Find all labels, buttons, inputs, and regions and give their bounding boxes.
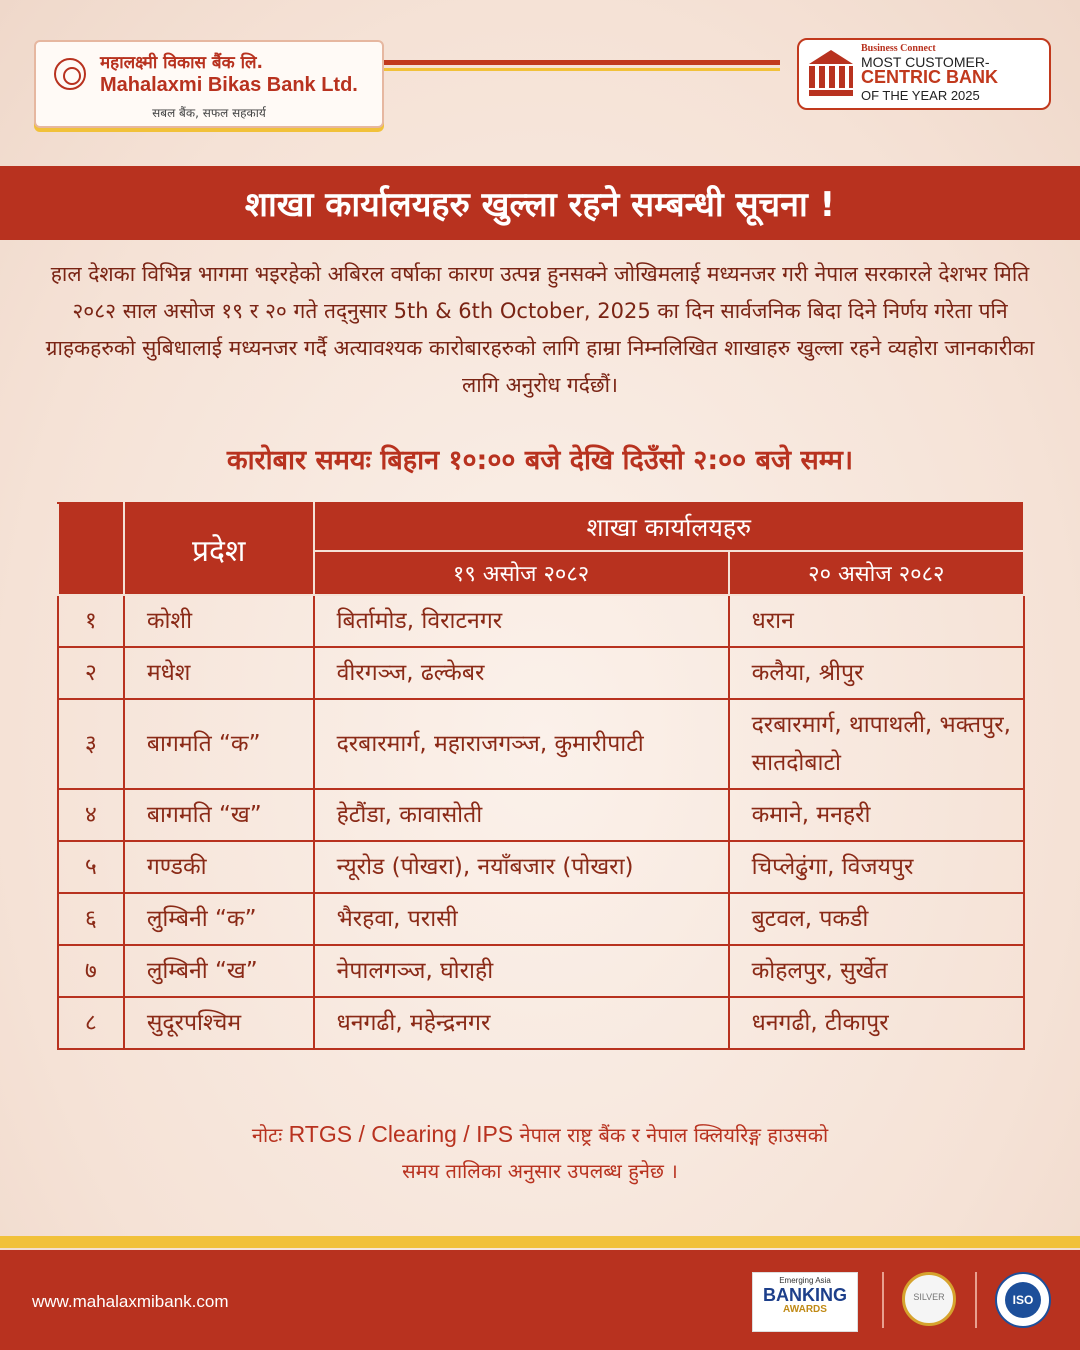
row-number: ७ [58, 945, 124, 997]
note [0, 1116, 1080, 1189]
row-number: ६ [58, 893, 124, 945]
row-number: १ [58, 595, 124, 647]
row-number: ४ [58, 789, 124, 841]
award-badge [797, 38, 1051, 110]
row-number: ५ [58, 841, 124, 893]
awards-badge-line2: BANKING [763, 1285, 847, 1305]
row-branches-day2: कोहलपुर, सुर्खेत [729, 945, 1024, 997]
footer-gold-bar [0, 1236, 1080, 1248]
row-branches-day2: दरबारमार्ग, थापाथली, भक्तपुर, सातदोबाटो [729, 699, 1024, 789]
footer [0, 1250, 1080, 1350]
silver-medal-icon: SILVER [902, 1272, 956, 1326]
notice-paragraph: हाल देशका विभिन्न भागमा भइरहेको अबिरल वर्षाका कारण उत्पन्न हुनसक्ने जोखिमलाई मध्यनजर गरी नेपाल सरकारले देशभर मिति २०८२ साल असोज १९ र २० गते तद्नुसार 5th & 6th October, 2025 का दिन सार्वजनिक बिदा दिने निर्णय गरेता पनि ग्राहकहरुको सुबिधालाई मध्यनजर गर्दै अत्यावश्यक कारोबारहरुको लागि हाम्रा निम्नलिखित शाखाहरु खुल्ला रहने व्यहोरा जानकारीका लागि अनुरोध गर्दछौं। [45, 262, 1035, 397]
note-label: नोटः [251, 1123, 283, 1147]
row-province: कोशी [124, 595, 314, 647]
header-number [58, 503, 124, 595]
row-branches-day2: धरान [729, 595, 1024, 647]
award-line4: OF THE YEAR 2025 [861, 88, 980, 103]
row-branches-day2: कलैया, श्रीपुर [729, 647, 1024, 699]
row-branches-day1: हेटौंडा, कावासोती [314, 789, 729, 841]
table-row [58, 595, 1024, 647]
website-link[interactable]: www.mahalaxmibank.com [32, 1292, 229, 1311]
note-text1: नेपाल राष्ट्र बैंक र नेपाल क्लियरिङ्ग हाउसको [519, 1123, 829, 1147]
transaction-timing: कारोबार समयः बिहान १०:०० बजे देखि दिउँसो २:०० बजे सम्म। [226, 445, 854, 476]
table-row [58, 841, 1024, 893]
branch-table [57, 502, 1025, 1050]
note-text2: समय तालिका अनुसार उपलब्ध हुनेछ । [402, 1159, 678, 1183]
table-row [58, 647, 1024, 699]
bank-name-nepali: महालक्ष्मी विकास बैंक लि. [100, 53, 263, 73]
header-stripe [384, 60, 780, 65]
award-line3: CENTRIC BANK [861, 67, 998, 87]
banking-awards-badge [752, 1272, 858, 1332]
bank-emblem-icon [54, 58, 86, 90]
row-branches-day1: नेपालगञ्ज, घोराही [314, 945, 729, 997]
awards-badge-line1: Emerging Asia [779, 1276, 831, 1285]
header-stripe-gold [384, 68, 780, 71]
row-province: लुम्बिनी “क” [124, 893, 314, 945]
table-row [58, 997, 1024, 1049]
row-branches-day1: दरबारमार्ग, महाराजगञ्ज, कुमारीपाटी [314, 699, 729, 789]
row-branches-day1: बिर्तामोड, विराटनगर [314, 595, 729, 647]
row-branches-day1: न्यूरोड (पोखरा), नयाँबजार (पोखरा) [314, 841, 729, 893]
row-province: गण्डकी [124, 841, 314, 893]
header-branches: शाखा कार्यालयहरु [314, 503, 1024, 551]
row-province: बागमति “क” [124, 699, 314, 789]
table-row [58, 893, 1024, 945]
footer-divider [882, 1272, 884, 1328]
header-province: प्रदेश [124, 503, 314, 595]
awards-badge-line3: AWARDS [783, 1304, 827, 1315]
row-branches-day2: धनगढी, टीकापुर [729, 997, 1024, 1049]
bank-tagline: सबल बैंक, सफल सहकार्य [152, 106, 266, 120]
header-date-2: २० असोज २०८२ [729, 551, 1024, 595]
row-branches-day2: कमाने, मनहरी [729, 789, 1024, 841]
row-province: मधेश [124, 647, 314, 699]
row-branches-day1: वीरगञ्ज, ढल्केबर [314, 647, 729, 699]
row-branches-day2: बुटवल, पकडी [729, 893, 1024, 945]
row-branches-day1: भैरहवा, परासी [314, 893, 729, 945]
row-number: ८ [58, 997, 124, 1049]
row-province: सुदूरपश्चिम [124, 997, 314, 1049]
iso-certified-icon: ISO [995, 1272, 1051, 1328]
table-row [58, 945, 1024, 997]
row-branches-day1: धनगढी, महेन्द्रनगर [314, 997, 729, 1049]
footer-divider [975, 1272, 977, 1328]
note-line1 [0, 1116, 1080, 1153]
bank-building-icon [809, 50, 853, 98]
bank-name-english: Mahalaxmi Bikas Bank Ltd. [100, 74, 358, 96]
header-date-1: १९ असोज २०८२ [314, 551, 729, 595]
row-branches-day2: चिप्लेढुंगा, विजयपुर [729, 841, 1024, 893]
row-number: ३ [58, 699, 124, 789]
bank-logo [34, 40, 384, 128]
row-number: २ [58, 647, 124, 699]
row-province: बागमति “ख” [124, 789, 314, 841]
row-province: लुम्बिनी “ख” [124, 945, 314, 997]
note-systems: RTGS / Clearing / IPS [288, 1121, 514, 1147]
table-row [58, 699, 1024, 789]
notice-title: शाखा कार्यालयहरु खुल्ला रहने सम्बन्धी सूचना ! [0, 166, 1080, 240]
award-line2: MOST CUSTOMER- [861, 54, 990, 70]
table-row [58, 789, 1024, 841]
award-line1: Business Connect [861, 43, 936, 54]
